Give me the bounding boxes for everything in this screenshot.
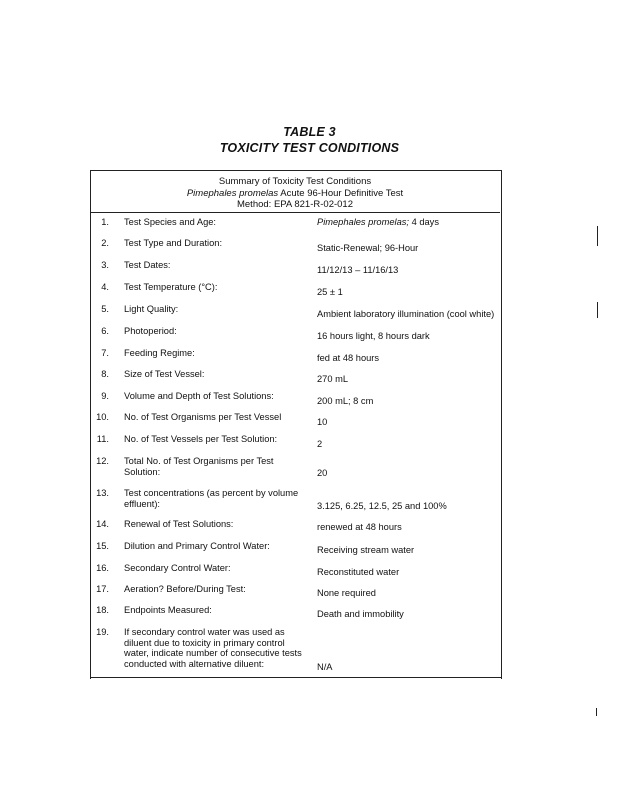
row-parameter: Total No. of Test Organisms per Test Solution:	[124, 456, 274, 477]
row-value: renewed at 48 hours	[317, 522, 402, 532]
row-parameter: Test Type and Duration:	[124, 238, 223, 248]
row-parameter: If secondary control water was used as diluent due to toxicity in primary control water, indicate number of consecutive tests conducted with alternative diluent:	[124, 627, 302, 669]
row-value: Ambient laboratory illumination (cool white)	[317, 309, 495, 319]
row-value: 20	[317, 468, 328, 478]
row-number: 8.	[101, 369, 109, 379]
species-name: Pimephales promelas;	[317, 217, 409, 227]
row-parameter: Size of Test Vessel:	[124, 369, 205, 379]
row-number: 16.	[96, 563, 109, 573]
row-number: 1.	[101, 217, 109, 227]
table-title	[0, 124, 619, 156]
table-heading: TOXICITY TEST CONDITIONS	[219, 141, 400, 155]
row-parameter: Light Quality:	[124, 304, 179, 314]
table-number: TABLE 3	[283, 125, 336, 139]
row-value: 16 hours light, 8 hours dark	[317, 331, 430, 341]
species-age: 4 days	[411, 217, 439, 227]
row-number: 15.	[96, 541, 109, 551]
row-number: 6.	[101, 326, 109, 336]
row-parameter: No. of Test Vessels per Test Solution:	[124, 434, 278, 444]
row-number: 2.	[101, 238, 109, 248]
row-parameter: Aeration? Before/During Test:	[124, 584, 246, 594]
row-parameter: Photoperiod:	[124, 326, 177, 336]
row-number: 4.	[101, 282, 109, 292]
row-value: fed at 48 hours	[317, 353, 380, 363]
row-parameter: Secondary Control Water:	[124, 563, 231, 573]
row-value: Death and immobility	[317, 609, 404, 619]
row-number: 9.	[101, 391, 109, 401]
row-parameter: Dilution and Primary Control Water:	[124, 541, 270, 551]
row-parameter: Volume and Depth of Test Solutions:	[124, 391, 274, 401]
scan-mark	[597, 302, 598, 318]
row-number: 3.	[101, 260, 109, 270]
row-parameter: No. of Test Organisms per Test Vessel	[124, 412, 282, 422]
summary-divider	[90, 212, 500, 213]
row-value: 2	[317, 439, 323, 449]
row-number: 5.	[101, 304, 109, 314]
scan-mark	[596, 708, 597, 716]
row-value: 11/12/13 – 11/16/13	[317, 265, 399, 275]
row-value: N/A	[317, 662, 333, 672]
summary-species: Pimephales promelas	[186, 187, 279, 199]
row-parameter: Test Temperature (°C):	[124, 282, 218, 292]
row-parameter: Test concentrations (as percent by volume effluent):	[124, 488, 299, 509]
row-parameter: Test Species and Age:	[124, 217, 216, 227]
scan-mark	[597, 226, 598, 246]
row-number: 17.	[96, 584, 109, 594]
row-value: 200 mL; 8 cm	[317, 396, 374, 406]
summary-test-line	[90, 188, 500, 200]
summary-test-type: Acute 96-Hour Definitive Test	[278, 187, 404, 199]
row-number: 10.	[96, 412, 109, 422]
row-value	[317, 217, 500, 228]
row-value: 25 ± 1	[317, 287, 343, 297]
row-parameter: Endpoints Measured:	[124, 605, 212, 615]
row-number: 14.	[96, 519, 109, 529]
row-value: 3.125, 6.25, 12.5, 25 and 100%	[317, 501, 447, 511]
row-value: Static-Renewal; 96-Hour	[317, 243, 419, 253]
row-number: 13.	[96, 488, 109, 498]
row-number: 18.	[96, 605, 109, 615]
row-number: 12.	[96, 456, 109, 466]
row-parameter: Test Dates:	[124, 260, 171, 270]
row-value: 270 mL	[317, 374, 349, 384]
row-parameter: Feeding Regime:	[124, 348, 195, 358]
row-number: 19.	[96, 627, 109, 637]
summary-title: Summary of Toxicity Test Conditions	[218, 176, 372, 187]
row-number: 11.	[96, 434, 109, 444]
row-value: Receiving stream water	[317, 545, 415, 555]
row-number: 7.	[101, 348, 109, 358]
summary-method: Method: EPA 821-R-02-012	[236, 199, 353, 210]
row-value: 10	[317, 417, 328, 427]
row-parameter: Renewal of Test Solutions:	[124, 519, 234, 529]
table-bottom-rule	[90, 677, 501, 678]
row-value: Reconstituted water	[317, 567, 400, 577]
summary-header	[90, 176, 500, 211]
row-value: None required	[317, 588, 376, 598]
